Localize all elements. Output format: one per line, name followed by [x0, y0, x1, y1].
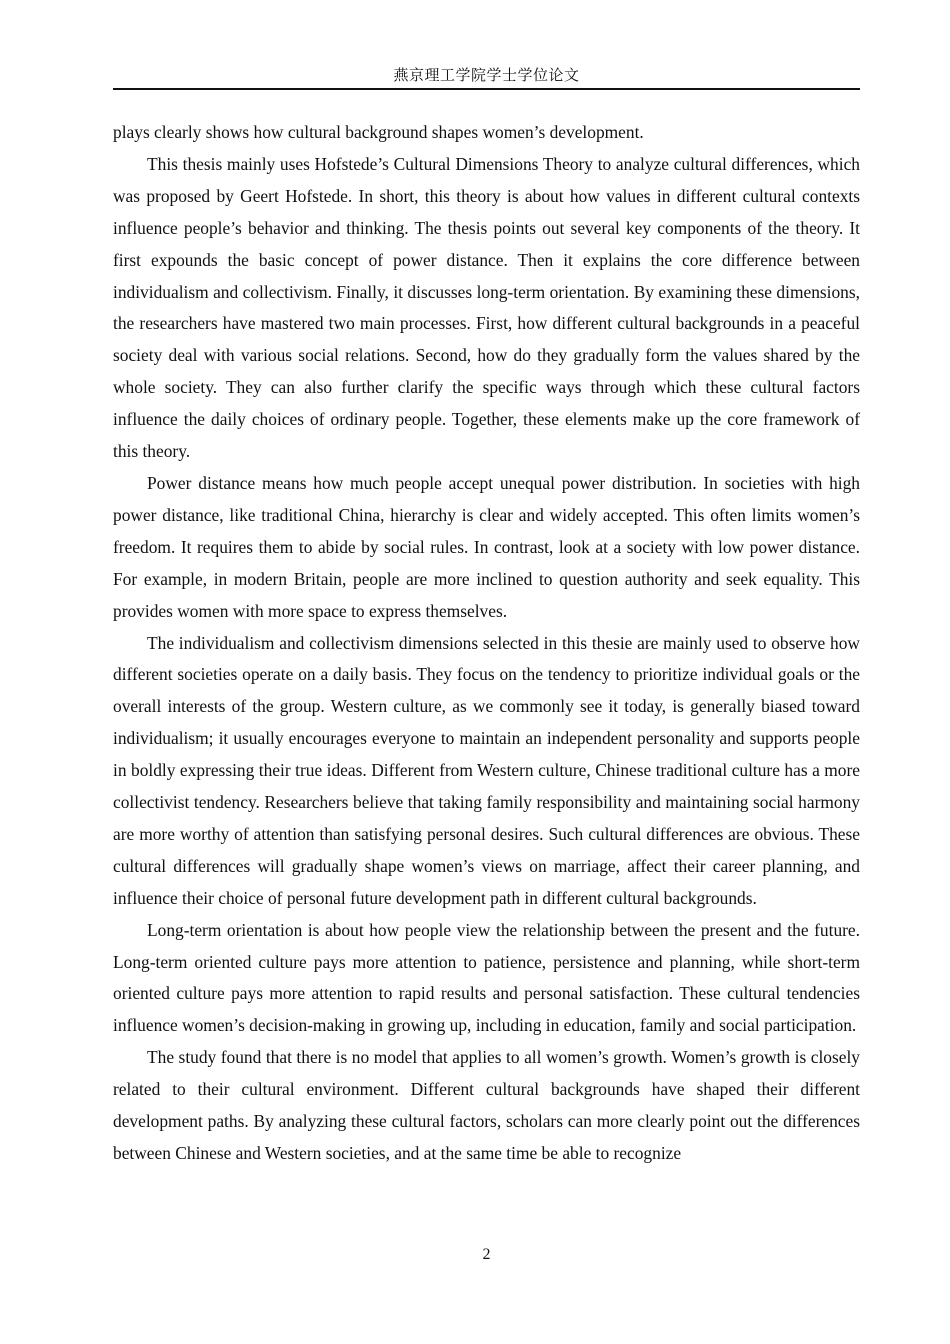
paragraph-continued: plays clearly shows how cultural background shapes women’s development. [113, 122, 644, 142]
page-number: 2 [482, 1246, 491, 1263]
paragraph-hofstede-theory: This thesis mainly uses Hofstede’s Cultural Dimensions Theory to analyze cultural differences, which was proposed by Geert Hofstede. In short, this theory is about how values in different cultural contexts influence people’s behavior and thinking. The thesis points out several key components of the theory. It first expounds the basic concept of power distance. Then it explains the core difference between individualism and collectivism. Finally, it discusses long-term orientation. By examining these dimensions, the researchers have mastered two main processes. First, how different cultural backgrounds in a peaceful society deal with various social relations. Second, how do they gradually form the values shared by the whole society. They can also further clarify the specific ways through which these cultural factors influence the daily choices of ordinary people. Together, these elements make up the core framework of this theory. [113, 153, 860, 462]
paragraph-study-findings: The study found that there is no model that applies to all women’s growth. Women’s growth is closely related to their cultural environment. Different cultural backgrounds have shaped their different development paths. By analyzing these cultural factors, scholars can more clearly point out the differences between Chinese and Western societies, and at the same time be able to recognize [113, 1047, 860, 1163]
paragraph-long-term-orientation: Long-term orientation is about how people view the relationship between the present and the future. Long-term oriented culture pays more attention to patience, persistence and planning, while short-term oriented culture pays more attention to rapid results and personal satisfaction. These cultural tendencies influence women’s decision-making in growing up, including in education, family and social participation. [113, 919, 860, 1036]
paragraph-individualism-collectivism: The individualism and collectivism dimensions selected in this thesie are mainly used to observe how different societies operate on a daily basis. They focus on the tendency to prioritize individual goals or the overall interests of the group. Western culture, as we commonly see it today, is generally biased toward individualism; it usually encourages everyone to maintain an independent personality and supports people in boldly expressing their true ideas. Different from Western culture, Chinese traditional culture has a more collectivist tendency. Researchers believe that taking family responsibility and maintaining social harmony are more worthy of attention than satisfying personal desires. Such cultural differences are obvious. These cultural differences will gradually shape women’s views on marriage, affect their career planning, and influence their choice of personal future development path in different cultural backgrounds. [113, 632, 860, 908]
body-text [113, 117, 860, 1170]
running-header: 燕京理工学院学士学位论文 [393, 68, 580, 84]
header-rule [113, 88, 860, 90]
paragraph-power-distance: Power distance means how much people accept unequal power distribution. In societies with high power distance, like traditional China, hierarchy is clear and widely accepted. This often limits women’s freedom. It requires them to abide by social rules. In contrast, look at a society with low power distance. For example, in modern Britain, people are more inclined to question authority and seek equality. This provides women with more space to express themselves. [113, 472, 860, 621]
